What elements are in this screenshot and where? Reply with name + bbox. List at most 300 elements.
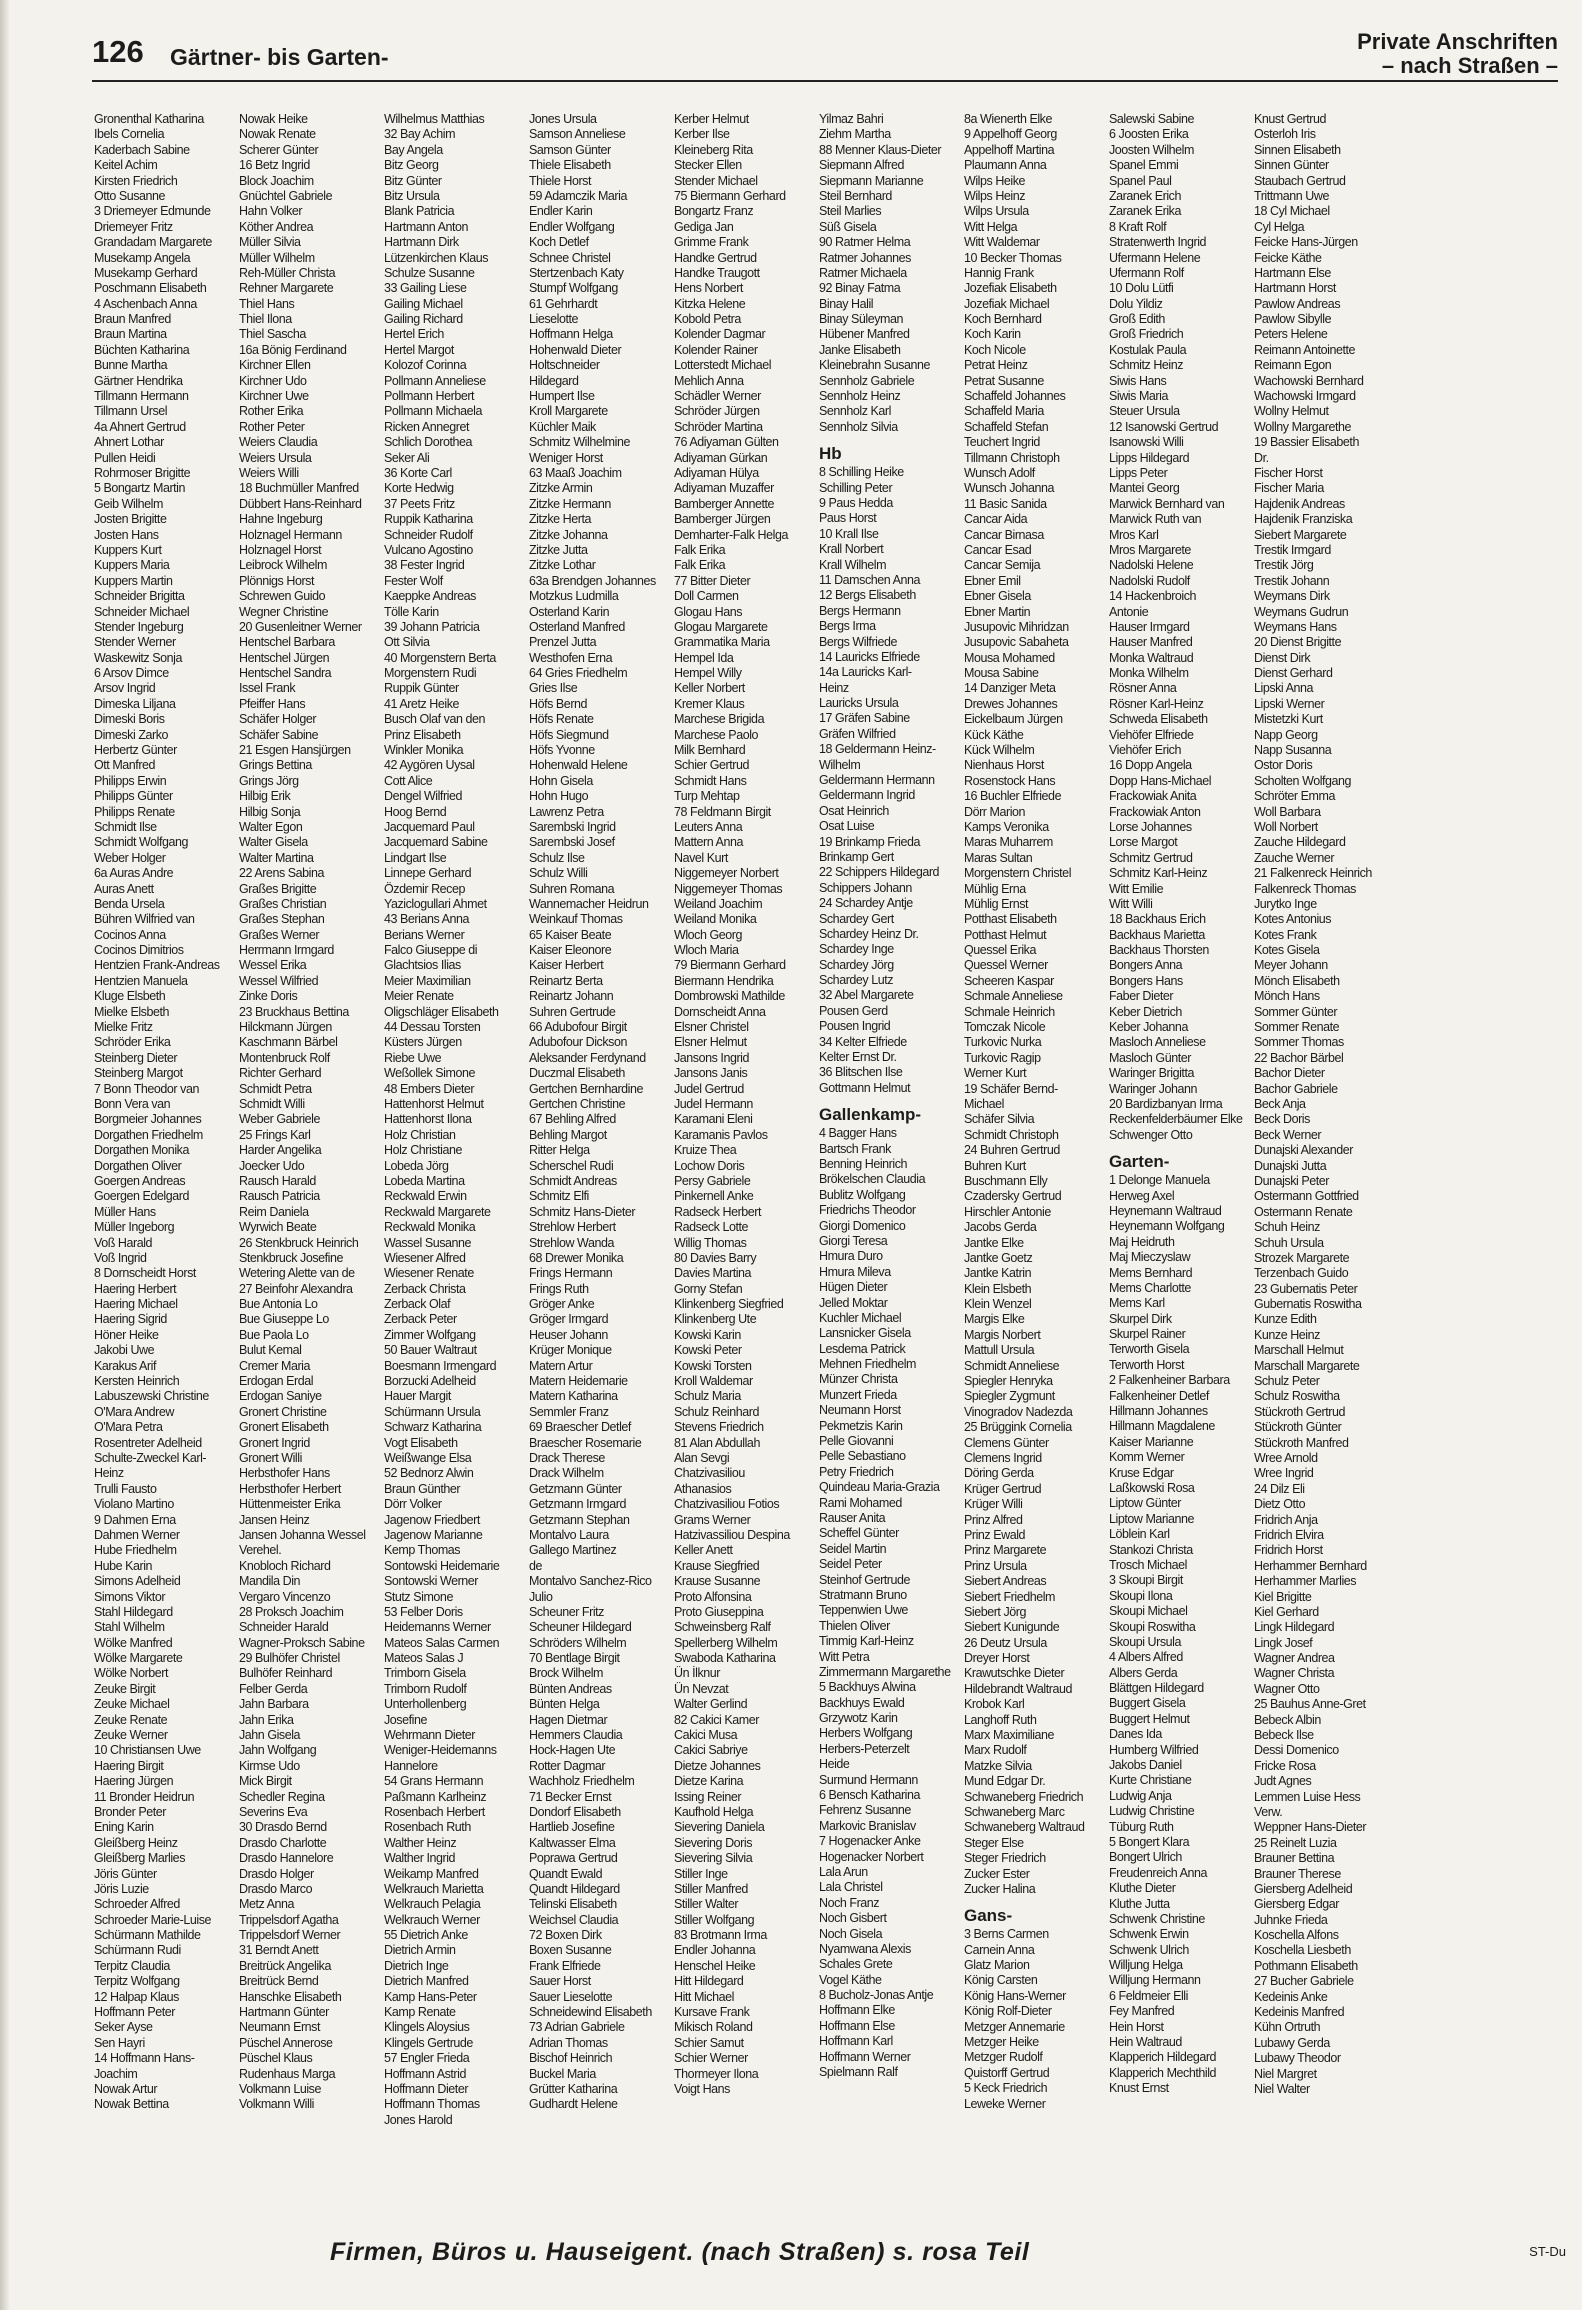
directory-entry: 26 Stenkbruck Heinrich xyxy=(239,1235,359,1250)
directory-entry: Zeuke Werner xyxy=(94,1728,168,1743)
directory-entry: Koch Detlef xyxy=(529,235,589,250)
directory-entry: Bitz Ursula xyxy=(384,188,440,203)
directory-entry: Cancar Esad xyxy=(964,542,1032,557)
directory-entry: Drack Wilhelm xyxy=(529,1466,604,1481)
directory-entry: Frank Elfriede xyxy=(529,1958,601,1973)
directory-entry: Jahn Erika xyxy=(239,1712,294,1727)
directory-entry: Semmler Franz xyxy=(529,1404,609,1419)
directory-entry: Prinz Ewald xyxy=(964,1527,1026,1542)
directory-entry: Tillmann Christoph xyxy=(964,450,1060,465)
directory-entry: 22 Arens Sabina xyxy=(239,866,324,881)
directory-entry: Hein Waltraud xyxy=(1109,2035,1182,2050)
directory-entry: Bongartz Franz xyxy=(674,204,754,219)
directory-entry: Strehlow Wanda xyxy=(529,1235,614,1250)
directory-entry: Fridrich Elvira xyxy=(1254,1527,1324,1542)
directory-entry: Mühlig Erna xyxy=(964,881,1026,896)
directory-entry: Lansnicker Gisela xyxy=(819,1326,911,1341)
directory-entry: Willig Thomas xyxy=(674,1235,747,1250)
directory-entry: 1 Delonge Manuela xyxy=(1109,1173,1210,1188)
directory-entry: Walter Gerlind xyxy=(674,1697,748,1712)
directory-entry: Josefine xyxy=(384,1712,427,1727)
directory-entry: Mateos Salas Carmen xyxy=(384,1635,500,1650)
directory-entry: Hube Karin xyxy=(94,1558,153,1573)
directory-entry: 30 Drasdo Bernd xyxy=(239,1820,327,1835)
directory-entry: 8a Wienerth Elke xyxy=(964,112,1052,126)
directory-entry: Skoupi Ilona xyxy=(1109,1588,1173,1603)
directory-entry: Vogel Käthe xyxy=(819,1972,882,1987)
directory-entry: Hartmann Anton xyxy=(384,219,469,234)
directory-entry: Hannig Frank xyxy=(964,265,1034,280)
directory-entry: Fridrich Horst xyxy=(1254,1543,1323,1558)
directory-entry: Ostermann Renate xyxy=(1254,1204,1353,1219)
directory-entry: Heidemanns Werner xyxy=(384,1620,491,1635)
directory-entry: Dietrich Armin xyxy=(384,1943,456,1958)
directory-entry: Dorgathen Monika xyxy=(94,1143,189,1158)
directory-entry: Jakobs Daniel xyxy=(1109,1758,1182,1773)
directory-entry: 10 Dolu Lütfi xyxy=(1109,281,1174,296)
directory-entry: Stankozi Christa xyxy=(1109,1542,1193,1557)
directory-entry: Wilps Heike xyxy=(964,173,1026,188)
directory-entry: Kaeppke Andreas xyxy=(384,589,476,604)
directory-entry: Jozefiak Michael xyxy=(964,296,1050,311)
directory-entry: Mönch Hans xyxy=(1254,989,1320,1004)
directory-entry: Spiegler Henryka xyxy=(964,1374,1053,1389)
directory-entry: Rother Peter xyxy=(239,419,305,434)
directory-entry: Gröger Anke xyxy=(529,1297,595,1312)
directory-entry: Dietz Otto xyxy=(1254,1497,1306,1512)
directory-entry: Meyer Johann xyxy=(1254,958,1328,973)
footer-code: ST-Du xyxy=(1529,2244,1566,2259)
directory-entry: Borgmeier Johannes xyxy=(94,1112,202,1127)
directory-entry: Brinkamp Gert xyxy=(819,849,894,864)
directory-entry: Trippelsdorf Agatha xyxy=(239,1912,339,1927)
listing-column-6 xyxy=(819,112,964,2216)
directory-entry: Gröger Irmgard xyxy=(529,1312,609,1327)
directory-entry: Steinberg Margot xyxy=(94,1066,183,1081)
directory-entry: 2 Falkenheiner Barbara xyxy=(1109,1373,1230,1388)
directory-entry: Quessel Erika xyxy=(964,943,1036,958)
directory-entry: Skoupi Roswitha xyxy=(1109,1619,1196,1634)
directory-entry: Mattull Ursula xyxy=(964,1343,1035,1358)
directory-entry: 16 Betz Ingrid xyxy=(239,158,310,173)
directory-entry: Lotterstedt Michael xyxy=(674,358,772,373)
directory-entry: Riebe Uwe xyxy=(384,1050,442,1065)
directory-entry: Ibels Cornelia xyxy=(94,127,165,142)
directory-entry: Krall Wilhelm xyxy=(819,557,887,572)
directory-entry: 22 Bachor Bärbel xyxy=(1254,1050,1344,1065)
directory-entry: Hattenhorst Ilona xyxy=(384,1112,472,1127)
directory-entry: Knust Ernst xyxy=(1109,2081,1169,2096)
directory-entry: Kaiser Marianne xyxy=(1109,1434,1194,1449)
listing-columns xyxy=(94,112,1544,2216)
directory-entry: Weber Holger xyxy=(94,850,166,865)
directory-entry: Wölke Manfred xyxy=(94,1635,173,1650)
directory-entry: Elsner Helmut xyxy=(674,1035,747,1050)
directory-entry: Wiesener Alfred xyxy=(384,1250,466,1265)
directory-entry: 4a Ahnert Gertrud xyxy=(94,419,186,434)
directory-entry: Mick Birgit xyxy=(239,1774,292,1789)
directory-entry: Niel Margret xyxy=(1254,2066,1317,2081)
directory-entry: Hmura Duro xyxy=(819,1249,883,1264)
listing-column-5 xyxy=(674,112,819,2216)
directory-entry: Mikisch Roland xyxy=(674,2020,753,2035)
directory-entry: Dimeski Boris xyxy=(94,712,165,727)
footer-note: Firmen, Büros u. Hauseigent. (nach Straßen) s. rosa Teil xyxy=(330,2238,1030,2266)
directory-entry: Zitzke Lothar xyxy=(529,558,596,573)
directory-entry: Schmitz Heinz xyxy=(1109,358,1184,373)
directory-entry: Sievering Daniela xyxy=(674,1820,765,1835)
directory-entry: Binay Halil xyxy=(819,296,874,311)
directory-entry: Reh-Müller Christa xyxy=(239,265,336,280)
directory-entry: Montalvo Laura xyxy=(529,1527,609,1542)
directory-entry: Simons Viktor xyxy=(94,1589,166,1604)
directory-entry: Jones Ursula xyxy=(529,112,597,126)
directory-entry: Stratenwerth Ingrid xyxy=(1109,235,1207,250)
directory-entry: 31 Berndt Anett xyxy=(239,1943,319,1958)
directory-entry: Welkrauch Marietta xyxy=(384,1881,484,1896)
directory-entry: Schaffeld Johannes xyxy=(964,389,1066,404)
directory-entry: Nowak Bettina xyxy=(94,2097,169,2112)
directory-entry: Hartmann Horst xyxy=(1254,281,1336,296)
directory-entry: Jacobs Gerda xyxy=(964,1220,1037,1235)
directory-entry: Keber Johanna xyxy=(1109,1020,1188,1035)
directory-entry: Terpitz Claudia xyxy=(94,1958,170,1973)
directory-entry: Rudenhaus Marga xyxy=(239,2066,336,2081)
directory-entry: Seker Ali xyxy=(384,450,430,465)
directory-entry: Ritter Helga xyxy=(529,1143,590,1158)
directory-entry: Dörr Marion xyxy=(964,804,1026,819)
directory-entry: Handke Traugott xyxy=(674,265,760,280)
directory-entry: Kühn Ortruth xyxy=(1254,2020,1321,2035)
directory-entry: Bongers Anna xyxy=(1109,958,1183,973)
directory-entry: Mielke Fritz xyxy=(94,1020,153,1035)
directory-entry: Marwick Ruth van xyxy=(1109,512,1202,527)
directory-entry: Hajdenik Franziska xyxy=(1254,512,1353,527)
directory-entry: Pawlow Andreas xyxy=(1254,296,1341,311)
directory-entry: Weymans Dirk xyxy=(1254,589,1330,604)
directory-entry: 9 Dahmen Erna xyxy=(94,1512,176,1527)
directory-entry: Telinski Elisabeth xyxy=(529,1897,617,1912)
directory-entry: Siebert Margarete xyxy=(1254,527,1347,542)
directory-entry: Hitt Hildegard xyxy=(674,1974,744,1989)
directory-entry: Krause Susanne xyxy=(674,1574,761,1589)
directory-entry: Bue Antonia Lo xyxy=(239,1297,318,1312)
directory-entry: Seker Ayse xyxy=(94,2020,153,2035)
directory-entry: Breitrück Angelika xyxy=(239,1958,331,1973)
directory-entry: Gräfen Wilfried xyxy=(819,726,896,741)
directory-entry: Cocinos Anna xyxy=(94,927,166,942)
directory-entry: Stückroth Gertrud xyxy=(1254,1404,1346,1419)
directory-entry: Labuszewski Christine xyxy=(94,1389,209,1404)
directory-entry: Weiers Claudia xyxy=(239,435,318,450)
directory-entry: Clemens Ingrid xyxy=(964,1450,1042,1465)
directory-entry: Otto Susanne xyxy=(94,188,166,203)
directory-entry: 8 Kraft Rolf xyxy=(1109,219,1167,234)
directory-entry: Kersten Heinrich xyxy=(94,1374,180,1389)
directory-entry: Falk Erika xyxy=(674,558,726,573)
directory-entry: Müller Wilhelm xyxy=(239,250,315,265)
directory-entry: Gubernatis Roswitha xyxy=(1254,1297,1362,1312)
directory-entry: Hock-Hagen Ute xyxy=(529,1743,616,1758)
directory-entry: Buckel Maria xyxy=(529,2066,596,2081)
directory-entry: Steinberg Dieter xyxy=(94,1050,178,1065)
directory-entry: 18 Geldermann Heinz- xyxy=(819,742,936,757)
directory-entry: Kowski Karin xyxy=(674,1327,741,1342)
directory-entry: Münzer Christa xyxy=(819,1372,898,1387)
directory-entry: Wilhelm xyxy=(819,757,861,772)
directory-entry: Herbsthofer Hans xyxy=(239,1466,330,1481)
directory-entry: Drewes Johannes xyxy=(964,696,1058,711)
directory-entry: Rosenstock Hans xyxy=(964,773,1056,788)
directory-entry: Marx Rudolf xyxy=(964,1743,1027,1758)
directory-entry: Margis Elke xyxy=(964,1312,1025,1327)
directory-entry: Zimmer Wolfgang xyxy=(384,1327,476,1342)
directory-entry: Friedrichs Theodor xyxy=(819,1203,916,1218)
directory-entry: 16a Bönig Ferdinand xyxy=(239,342,347,357)
directory-entry: Schulz Maria xyxy=(674,1389,741,1404)
directory-entry: Adiyaman Muzaffer xyxy=(674,481,774,496)
directory-entry: Paus Horst xyxy=(819,511,877,526)
directory-entry: Turp Mehtap xyxy=(674,789,740,804)
directory-entry: Cyl Helga xyxy=(1254,219,1305,234)
directory-entry: Tüburg Ruth xyxy=(1109,1819,1174,1834)
directory-entry: Kemp Thomas xyxy=(384,1543,461,1558)
directory-entry: Kostulak Paula xyxy=(1109,342,1187,357)
directory-entry: 11 Damschen Anna xyxy=(819,572,920,587)
directory-entry: Vinogradov Nadezda xyxy=(964,1404,1073,1419)
directory-entry: Mousa Sabine xyxy=(964,666,1039,681)
directory-entry: Gottmann Helmut xyxy=(819,1080,911,1095)
directory-entry: Pothmann Elisabeth xyxy=(1254,1958,1358,1973)
directory-entry: Wollny Helmut xyxy=(1254,404,1329,419)
directory-entry: Heynemann Waltraud xyxy=(1109,1203,1222,1218)
directory-entry: 4 Albers Alfred xyxy=(1109,1650,1183,1665)
directory-entry: Walter Gisela xyxy=(239,835,308,850)
directory-entry: Zeuke Renate xyxy=(94,1712,168,1727)
directory-entry: Zaranek Erich xyxy=(1109,188,1181,203)
directory-entry: Appelhoff Martina xyxy=(964,142,1055,157)
directory-entry: Buhren Kurt xyxy=(964,1158,1026,1173)
directory-entry: Woll Barbara xyxy=(1254,804,1321,819)
directory-entry: 90 Ratmer Helma xyxy=(819,235,911,250)
directory-entry: Hertel Erich xyxy=(384,327,444,342)
directory-entry: 53 Felber Doris xyxy=(384,1604,463,1619)
directory-entry: Sennholz Heinz xyxy=(819,389,901,404)
directory-entry: Bay Angela xyxy=(384,142,443,157)
directory-entry: Jurytko Inge xyxy=(1254,896,1317,911)
directory-entry: Margis Norbert xyxy=(964,1327,1041,1342)
directory-entry: Stender Michael xyxy=(674,173,758,188)
directory-entry: Zitzke Herta xyxy=(529,512,591,527)
directory-entry: Heynemann Wolfgang xyxy=(1109,1219,1225,1234)
directory-entry: Heuser Johann xyxy=(529,1327,608,1342)
directory-entry: Mehnen Friedhelm xyxy=(819,1357,917,1372)
directory-entry: Milk Bernhard xyxy=(674,743,746,758)
directory-entry: Schrewen Guido xyxy=(239,589,326,604)
directory-entry: Backhuys Ewald xyxy=(819,1695,905,1710)
directory-entry: Brauner Therese xyxy=(1254,1866,1341,1881)
directory-entry: Spanel Emmi xyxy=(1109,158,1179,173)
directory-entry: 80 Davies Barry xyxy=(674,1250,757,1265)
directory-entry: Zaranek Erika xyxy=(1109,204,1181,219)
directory-entry: Frings Ruth xyxy=(529,1281,589,1296)
directory-entry: Kaufhold Helga xyxy=(674,1804,754,1819)
directory-entry: Thiel Sascha xyxy=(239,327,306,342)
directory-entry: Kamp Renate xyxy=(384,2005,456,2020)
directory-entry: 23 Gubernatis Peter xyxy=(1254,1281,1358,1296)
directory-entry: Cancar Birnasa xyxy=(964,527,1044,542)
directory-entry: Laßkowski Rosa xyxy=(1109,1480,1195,1495)
directory-entry: Reckenfelderbäumer Elke xyxy=(1109,1112,1243,1127)
directory-entry: Quessel Werner xyxy=(964,958,1048,973)
directory-entry: König Carsten xyxy=(964,1973,1038,1988)
directory-entry: Herhammer Bernhard xyxy=(1254,1558,1367,1573)
directory-entry: Ott Silvia xyxy=(384,635,430,650)
directory-entry: Humberg Wilfried xyxy=(1109,1742,1199,1757)
directory-entry: Endler Johanna xyxy=(674,1943,756,1958)
directory-entry: Mousa Mohamed xyxy=(964,650,1055,665)
directory-entry: Kotes Frank xyxy=(1254,927,1317,942)
directory-entry: Schröder Erika xyxy=(94,1035,171,1050)
directory-entry: Philipps Renate xyxy=(94,804,175,819)
directory-entry: Schneider Michael xyxy=(94,604,190,619)
directory-entry: Hauser Manfred xyxy=(1109,635,1193,650)
directory-entry: Quistorff Gertrud xyxy=(964,2065,1050,2080)
directory-entry: Dimeska Liljana xyxy=(94,696,176,711)
directory-entry: Metz Anna xyxy=(239,1897,295,1912)
directory-entry: Adubofour Dickson xyxy=(529,1035,627,1050)
directory-entry: Volkmann Luise xyxy=(239,2082,321,2096)
directory-entry: Walther Ingrid xyxy=(384,1851,456,1866)
directory-entry: Teppenwien Uwe xyxy=(819,1603,908,1618)
directory-entry: Cakici Sabriye xyxy=(674,1743,748,1758)
directory-entry: Marwick Bernhard van xyxy=(1109,496,1225,511)
directory-entry: Zauche Hildegard xyxy=(1254,835,1346,850)
directory-entry: Gronert Willi xyxy=(239,1450,302,1465)
directory-entry: Siebert Andreas xyxy=(964,1574,1047,1589)
directory-entry: Knust Gertrud xyxy=(1254,112,1326,126)
directory-entry: Kaltwasser Elma xyxy=(529,1835,616,1850)
directory-entry: Unterhollenberg xyxy=(384,1697,467,1712)
directory-entry: Marx Maximiliane xyxy=(964,1728,1055,1743)
directory-entry: Kluge Elsbeth xyxy=(94,989,166,1004)
directory-entry: Ruppik Günter xyxy=(384,681,459,696)
directory-entry: Matzke Silvia xyxy=(964,1758,1032,1773)
directory-entry: Getzmann Günter xyxy=(529,1481,622,1496)
directory-entry: Fischer Maria xyxy=(1254,481,1324,496)
directory-entry: Weiers Ursula xyxy=(239,450,312,465)
directory-entry: Keber Dietrich xyxy=(1109,1004,1182,1019)
directory-entry: Weber Gabriele xyxy=(239,1112,321,1127)
directory-entry: Hoffmann Helga xyxy=(529,327,613,342)
directory-entry: Zucker Ester xyxy=(964,1866,1030,1881)
directory-entry: Sarembski Ingrid xyxy=(529,819,616,834)
directory-entry: Jahn Barbara xyxy=(239,1697,309,1712)
directory-entry: Kremer Klaus xyxy=(674,696,745,711)
directory-entry: Weiland Monika xyxy=(674,912,757,927)
directory-entry: Höfs Bernd xyxy=(529,696,588,711)
directory-entry: Schier Samut xyxy=(674,2035,744,2050)
directory-entry: Bongert Ulrich xyxy=(1109,1850,1182,1865)
directory-entry: Krüger Monique xyxy=(529,1343,612,1358)
directory-entry: Chatzivasiliou Fotios xyxy=(674,1497,780,1512)
directory-entry: Koch Bernhard xyxy=(964,312,1042,327)
directory-entry: Schulze Susanne xyxy=(384,265,475,280)
directory-entry: Klinkenberg Ute xyxy=(674,1312,757,1327)
directory-entry: Fischer Horst xyxy=(1254,465,1323,480)
directory-entry: Schulz Peter xyxy=(1254,1374,1320,1389)
directory-entry: Kolender Dagmar xyxy=(674,327,766,342)
directory-entry: Petrat Heinz xyxy=(964,358,1028,373)
directory-entry: Herrmann Irmgard xyxy=(239,943,334,958)
directory-entry: Wiesener Renate xyxy=(384,1266,474,1281)
directory-entry: Rosenbach Herbert xyxy=(384,1804,485,1819)
directory-entry: Müller Silvia xyxy=(239,235,301,250)
directory-entry: Kleineberg Rita xyxy=(674,142,753,157)
directory-entry: 66 Adubofour Birgit xyxy=(529,1020,627,1035)
directory-entry: Maras Muharrem xyxy=(964,835,1053,850)
directory-entry: Schmidt Willi xyxy=(239,1097,305,1111)
directory-entry: 36 Blitschen Ilse xyxy=(819,1065,903,1080)
directory-entry: Wloch Georg xyxy=(674,927,742,942)
directory-entry: Severins Eva xyxy=(239,1804,308,1819)
directory-entry: Hoffmann Werner xyxy=(819,2049,911,2064)
page-header xyxy=(92,30,1558,82)
directory-entry: Geldermann Ingrid xyxy=(819,788,915,803)
directory-entry: Grings Bettina xyxy=(239,758,312,773)
directory-entry: Wagner Otto xyxy=(1254,1681,1320,1696)
directory-entry: Goergen Edelgard xyxy=(94,1189,189,1204)
directory-entry: Jöris Günter xyxy=(94,1866,157,1881)
directory-entry: Dietrich Inge xyxy=(384,1958,449,1973)
directory-entry: Gronert Elisabeth xyxy=(239,1420,329,1435)
directory-entry: Scheeren Kaspar xyxy=(964,973,1054,988)
directory-entry: Wollny Margarethe xyxy=(1254,419,1352,434)
directory-entry: Niggemeyer Norbert xyxy=(674,866,779,881)
directory-entry: Haering Jürgen xyxy=(94,1774,174,1789)
directory-entry: Ratmer Michaela xyxy=(819,265,907,280)
directory-entry: Dessi Domenico xyxy=(1254,1743,1339,1758)
directory-entry: Komm Werner xyxy=(1109,1450,1185,1465)
directory-entry: Mems Karl xyxy=(1109,1296,1165,1311)
directory-entry: Drasdo Marco xyxy=(239,1881,313,1896)
directory-entry: 36 Korte Carl xyxy=(384,465,452,480)
directory-entry: Kück Wilhelm xyxy=(964,743,1035,758)
directory-entry: Adiyaman Gürkan xyxy=(674,450,768,465)
directory-entry: 61 Gehrhardt xyxy=(529,296,598,311)
directory-entry: Schäfer Holger xyxy=(239,712,317,727)
directory-entry: Wagner Christa xyxy=(1254,1666,1335,1681)
directory-entry: Scheuner Fritz xyxy=(529,1604,604,1619)
directory-entry: Philipps Erwin xyxy=(94,773,167,788)
directory-entry: Schmidt Christoph xyxy=(964,1127,1059,1142)
directory-entry: Klingels Aloysius xyxy=(384,2020,470,2035)
directory-entry: Schardey Heinz Dr. xyxy=(819,926,919,941)
directory-entry: Dimeski Zarko xyxy=(94,727,169,742)
directory-entry: Lingk Hildegard xyxy=(1254,1620,1335,1635)
directory-entry: Driemeyer Fritz xyxy=(94,219,173,234)
directory-entry: Schmidt Andreas xyxy=(529,1173,617,1188)
directory-entry: Hoffmann Else xyxy=(819,2018,895,2033)
directory-entry: Sen Hayri xyxy=(94,2035,145,2050)
directory-entry: Leweke Werner xyxy=(964,2096,1046,2111)
directory-entry: Dolu Yildiz xyxy=(1109,296,1163,311)
directory-entry: 24 Buhren Gertrud xyxy=(964,1143,1060,1158)
directory-entry: Lipps Hildegard xyxy=(1109,450,1190,465)
directory-entry: Ludwig Christine xyxy=(1109,1804,1195,1819)
directory-entry: Jagenow Friedbert xyxy=(384,1512,480,1527)
directory-entry: 67 Behling Alfred xyxy=(529,1112,616,1127)
